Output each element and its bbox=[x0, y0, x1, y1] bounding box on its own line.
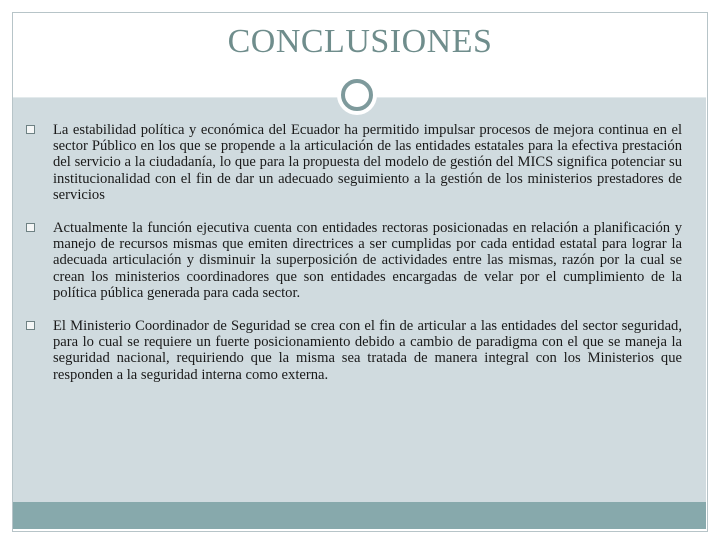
bullet-text: El Ministerio Coordinador de Seguridad se crea con el fin de articular a las entidades del sector seguridad, para lo cual se requiere un fuerte posicionamiento debido a cambio de paradigma con el que se maneja la seguridad nacional, requiriendo que la misma sea tratada de manera integral con los Ministerios que responden a la seguridad interna como externa. bbox=[53, 318, 682, 383]
square-bullet-icon bbox=[26, 125, 35, 134]
footer-bar bbox=[13, 502, 706, 529]
square-bullet-icon bbox=[26, 223, 35, 232]
bullet-item-3 bbox=[36, 318, 682, 383]
bullet-text: Actualmente la función ejecutiva cuenta con entidades rectoras posicionadas en relación a planificación y manejo de recursos mismas que emiten directrices a ser cumplidas por cada entidad estatal para lograr la adecuada articulación y disminuir la superposición de actividades entre las mismas, razón por la cual se crean los ministerios coordinadores que son entidades encargadas de velar por el cumplimiento de la política pública generada para cada sector. bbox=[53, 220, 682, 301]
bullet-list bbox=[36, 122, 682, 383]
bullet-text: La estabilidad política y económica del Ecuador ha permitido impulsar procesos de mejora continua en el sector Público en los que se propende a la articulación de las entidades estatales para la efectiva prestación del servicio a la ciudadanía, lo que para la propuesta del modelo de gestión del MICS significa potenciar su institucionalidad con el fin de dar un adecuado seguimiento a la gestión de los ministerios prestadores de servicios bbox=[53, 122, 682, 203]
bullet-item-2 bbox=[36, 220, 682, 301]
bullet-item-1 bbox=[36, 122, 682, 203]
ring-ornament-icon bbox=[341, 79, 373, 111]
square-bullet-icon bbox=[26, 321, 35, 330]
slide-title: CONCLUSIONES bbox=[227, 23, 493, 60]
